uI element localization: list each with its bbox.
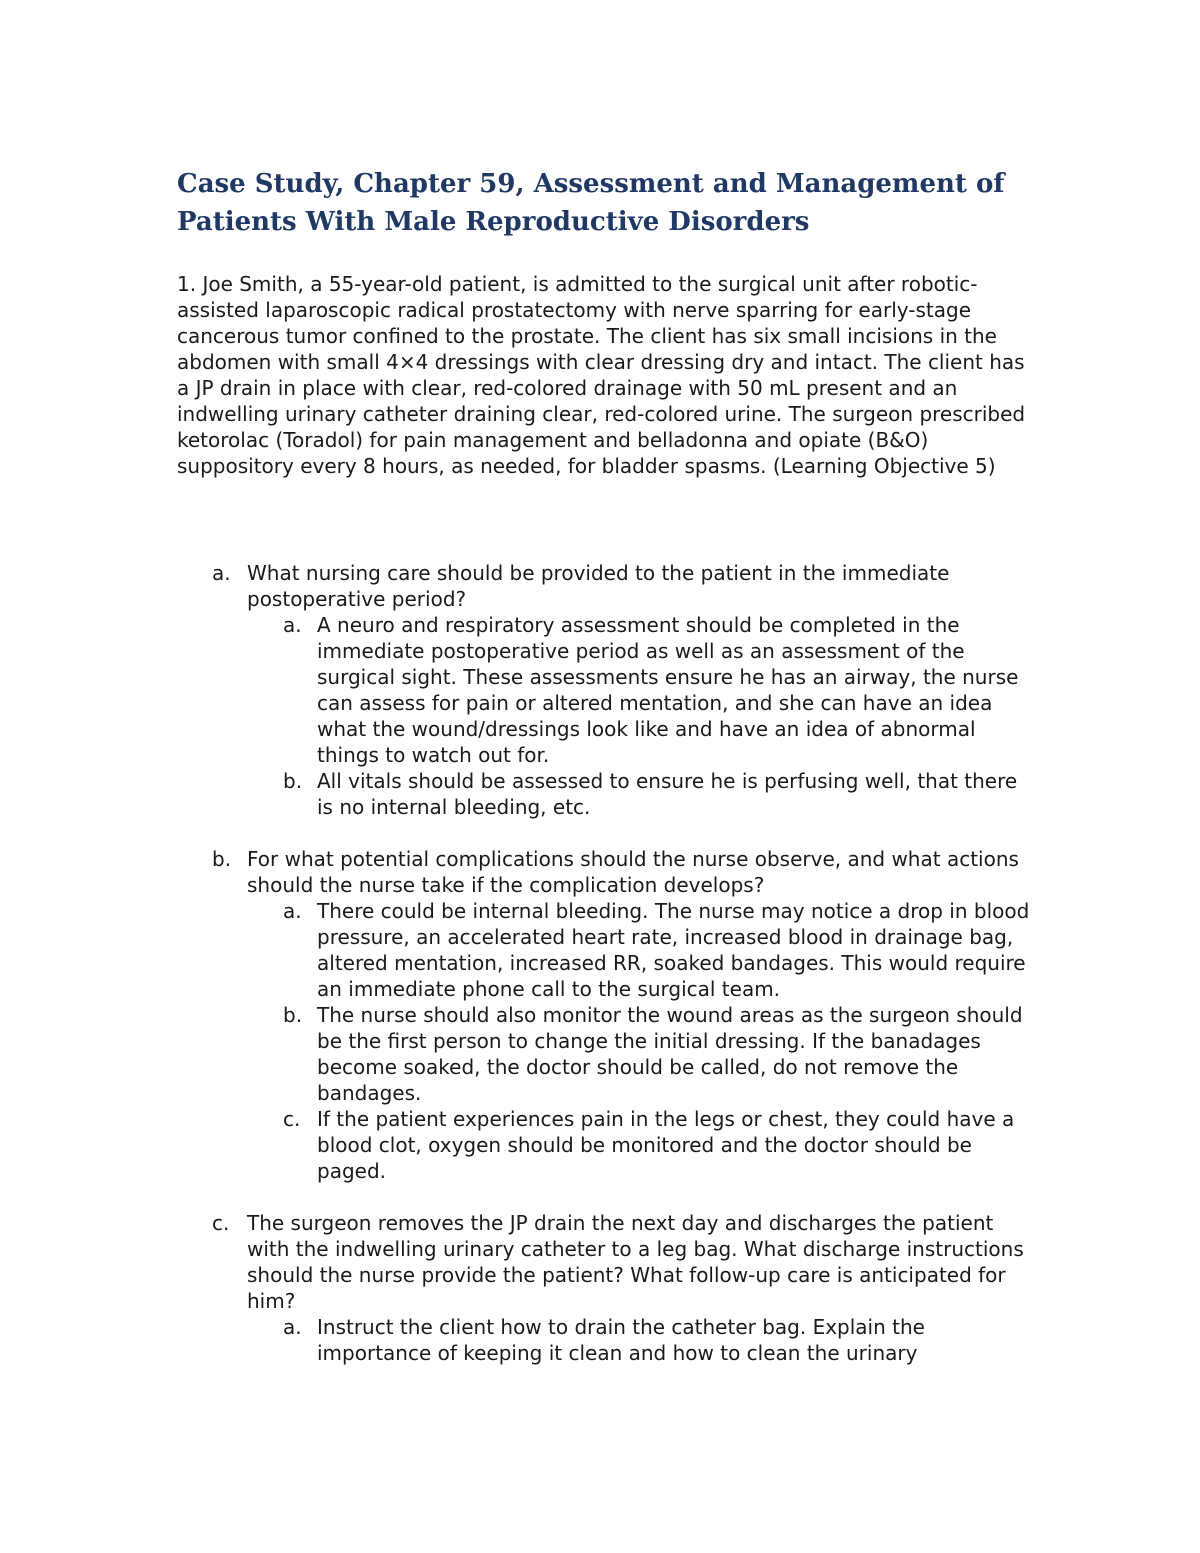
- answer-item: [247, 898, 1037, 1002]
- answer-marker: b.: [283, 1003, 303, 1027]
- question-marker: c.: [212, 1211, 230, 1235]
- question-marker: b.: [212, 847, 232, 871]
- answer-text: Instruct the client how to drain the catheter bag. Explain the importance of keeping it clean and how to clean the urinary: [317, 1315, 925, 1365]
- answer-item: [247, 612, 1037, 768]
- answer-list: [247, 612, 1037, 820]
- answer-text: There could be internal bleeding. The nurse may notice a drop in blood pressure, an accelerated heart rate, increased blood in drainage bag, altered mentation, increased RR, soaked bandages. This would require an immediate phone call to the surgical team.: [317, 899, 1030, 1001]
- case-intro-paragraph: 1. Joe Smith, a 55-year-old patient, is admitted to the surgical unit after robotic-assisted laparoscopic radical prostatectomy with nerve sparring for early-stage cancerous tumor confined to the prostate. The client has six small incisions in the abdomen with small 4×4 dressings with clear dressing dry and intact. The client has a JP drain in place with clear, red-colored drainage with 50 mL present and an indwelling urinary catheter draining clear, red-colored urine. The surgeon prescribed ketorolac (Toradol) for pain management and belladonna and opiate (B&O) suppository every 8 hours, as needed, for bladder spasms. (Learning Objective 5): [177, 272, 1026, 478]
- question-text: What nursing care should be provided to the patient in the immediate postoperative period?: [247, 561, 950, 611]
- answer-item: [247, 1002, 1037, 1106]
- question-item: [177, 1210, 1037, 1366]
- answer-marker: c.: [283, 1107, 301, 1131]
- question-marker: a.: [212, 561, 231, 585]
- answer-text: The nurse should also monitor the wound areas as the surgeon should be the first person to change the initial dressing. If the banadages become soaked, the doctor should be called, do not remove the bandages.: [317, 1003, 1023, 1105]
- answer-text: A neuro and respiratory assessment should be completed in the immediate postoperative period as well as an assessment of the surgical sight. These assessments ensure he has an airway, the nurse can assess for pain or altered mentation, and she can have an idea what the wound/dressings look like and have an idea of abnormal things to watch out for.: [317, 613, 1019, 767]
- question-text: For what potential complications should the nurse observe, and what actions should the nurse take if the complication develops?: [247, 847, 1019, 897]
- answer-marker: a.: [283, 613, 302, 637]
- question-item: [177, 846, 1037, 1184]
- answer-text: If the patient experiences pain in the legs or chest, they could have a blood clot, oxygen should be monitored and the doctor should be paged.: [317, 1107, 1015, 1183]
- question-list: [177, 560, 1037, 1392]
- answer-list: [247, 898, 1037, 1184]
- answer-marker: a.: [283, 1315, 302, 1339]
- answer-item: [247, 1314, 1037, 1366]
- answer-item: [247, 768, 1037, 820]
- answer-text: All vitals should be assessed to ensure he is perfusing well, that there is no internal bleeding, etc.: [317, 769, 1018, 819]
- answer-marker: a.: [283, 899, 302, 923]
- document-title: Case Study, Chapter 59, Assessment and Management of Patients With Male Reproductive Disorders: [177, 169, 1005, 237]
- answer-marker: b.: [283, 769, 303, 793]
- answer-item: [247, 1106, 1037, 1184]
- question-item: [177, 560, 1037, 820]
- question-text: The surgeon removes the JP drain the next day and discharges the patient with the indwelling urinary catheter to a leg bag. What discharge instructions should the nurse provide the patient? What follow-up care is anticipated for him?: [247, 1211, 1024, 1313]
- answer-list: [247, 1314, 1037, 1366]
